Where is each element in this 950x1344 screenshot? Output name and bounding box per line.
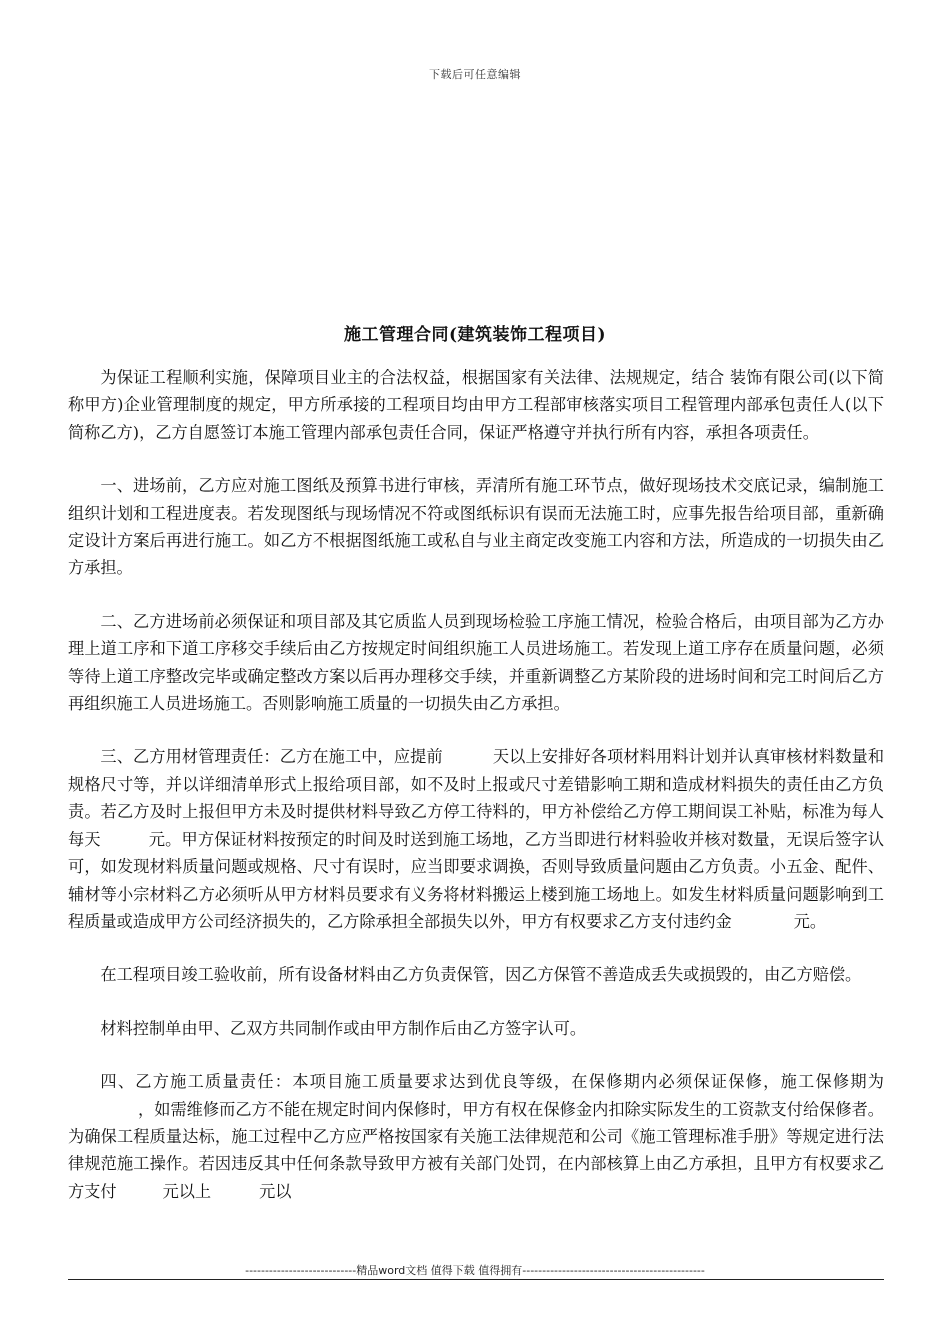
clause-3-text-part-2: 天以上安排好各项材料用料计划并认真审核材料数量和规格尺寸等，并以详细清单形式上报给项目部，如不及时上报或尺寸差错影响工期和造成材料损失的责任由乙方负责。若乙方及时上报但甲方未及时提供材料导致乙方停工待料的，甲方补偿给乙方停工期间误工补贴，标准为每人每天 xyxy=(68,747,885,849)
blank-advance-days-field xyxy=(443,746,493,762)
blank-warranty-period-field xyxy=(68,1098,138,1114)
blank-daily-subsidy-field xyxy=(101,829,149,845)
footer-divider xyxy=(68,1279,884,1280)
blank-penalty-amount-field xyxy=(732,911,794,927)
clause-3-text-part-1: 三、乙方用材管理责任：乙方在施工中，应提前 xyxy=(100,747,443,767)
clause-3-text-part-3: 元。甲方保证材料按预定的时间及时送到施工场地，乙方当即进行材料验收并核对数量，无误后签字认可，如发现材料质量问题或规格、尺寸有误时，应当即要求调换，否则导致质量问题由乙方负责。小五金、配件、辅材等小宗材料乙方必须听从甲方材料员要求有义务将材料搬运上楼到施工场地上。如发生材料质量问题影响到工程质量或造成甲方公司经济损失的，乙方除承担全部损失以外，甲方有权要求乙方支付违约金 xyxy=(68,829,885,931)
clause-4-text-part-3: 元以上 xyxy=(162,1181,212,1201)
clause-4-text-part-2: ，如需维修而乙方不能在规定时间内保修时，甲方有权在保修金内扣除实际发生的工资款支付给保修者。为确保工程质量达标，施工过程中乙方应严格按国家有关施工法律规范和公司《施工管理标准手册》等规定进行法律规范施工操作。若因违反其中任何条款导致甲方被有关部门处罚，在内部核算上由乙方承担，且甲方有权要求乙方支付 xyxy=(68,1099,884,1201)
clause-3-text-part-4: 元。 xyxy=(793,911,827,931)
material-control-paragraph: 材料控制单由甲、乙双方共同制作或由甲方制作后由乙方签字认可。 xyxy=(100,1018,587,1038)
page-header: 下载后可任意编辑 xyxy=(429,68,521,81)
blank-fine-max-field xyxy=(211,1181,259,1197)
clause-3-paragraph xyxy=(68,743,884,935)
clause-4-text-part-4: 元以 xyxy=(259,1181,292,1201)
blank-fine-min-field xyxy=(117,1181,163,1197)
clause-4-text-part-1: 四、乙方施工质量责任：本项目施工质量要求达到优良等级，在保修期内必须保证保修，施工保修期为 xyxy=(100,1072,884,1092)
page-footer: ----------------------------精品word文档 值得下载 值得拥有---------------------------------------------- xyxy=(245,1264,705,1277)
clause-2-paragraph: 二、乙方进场前必须保证和项目部及其它质监人员到现场检验工序施工情况，检验合格后，由项目部为乙方办理上道工序和下道工序移交手续后由乙方按规定时间组织施工人员进场施工。若发现上道工序存在质量问题，必须等待上道工序整改完毕或确定整改方案以后再办理移交手续，并重新调整乙方某阶段的进场时间和完工时间后乙方再组织施工人员进场施工。否则影响施工质量的一切损失由乙方承担。 xyxy=(68,611,884,714)
clause-4-paragraph xyxy=(68,1068,884,1205)
intro-paragraph: 为保证工程顺利实施，保障项目业主的合法权益，根据国家有关法律、法规规定，结合 装饰有限公司(以下简称甲方)企业管理制度的规定，甲方所承接的工程项目均由甲方工程部审核落实项目工程管理内部承包责任人(以下简称乙方)，乙方自愿签订本施工管理内部承包责任合同，保证严格遵守并执行所有内容，承担各项责任。 xyxy=(68,368,884,442)
custody-paragraph: 在工程项目竣工验收前，所有设备材料由乙方负责保管，因乙方保管不善造成丢失或损毁的，由乙方赔偿。 xyxy=(100,965,862,985)
document-title: 施工管理合同(建筑装饰工程项目) xyxy=(343,325,607,345)
document-body xyxy=(68,364,884,1231)
clause-1-paragraph: 一、进场前，乙方应对施工图纸及预算书进行审核，弄清所有施工环节点，做好现场技术交底记录，编制施工组织计划和工程进度表。若发现图纸与现场情况不符或图纸标识有误而无法施工时，应事先报告给项目部，重新确定设计方案后再进行施工。如乙方不根据图纸施工或私自与业主商定改变施工内容和方法，所造成的一切损失由乙方承担。 xyxy=(68,476,884,578)
